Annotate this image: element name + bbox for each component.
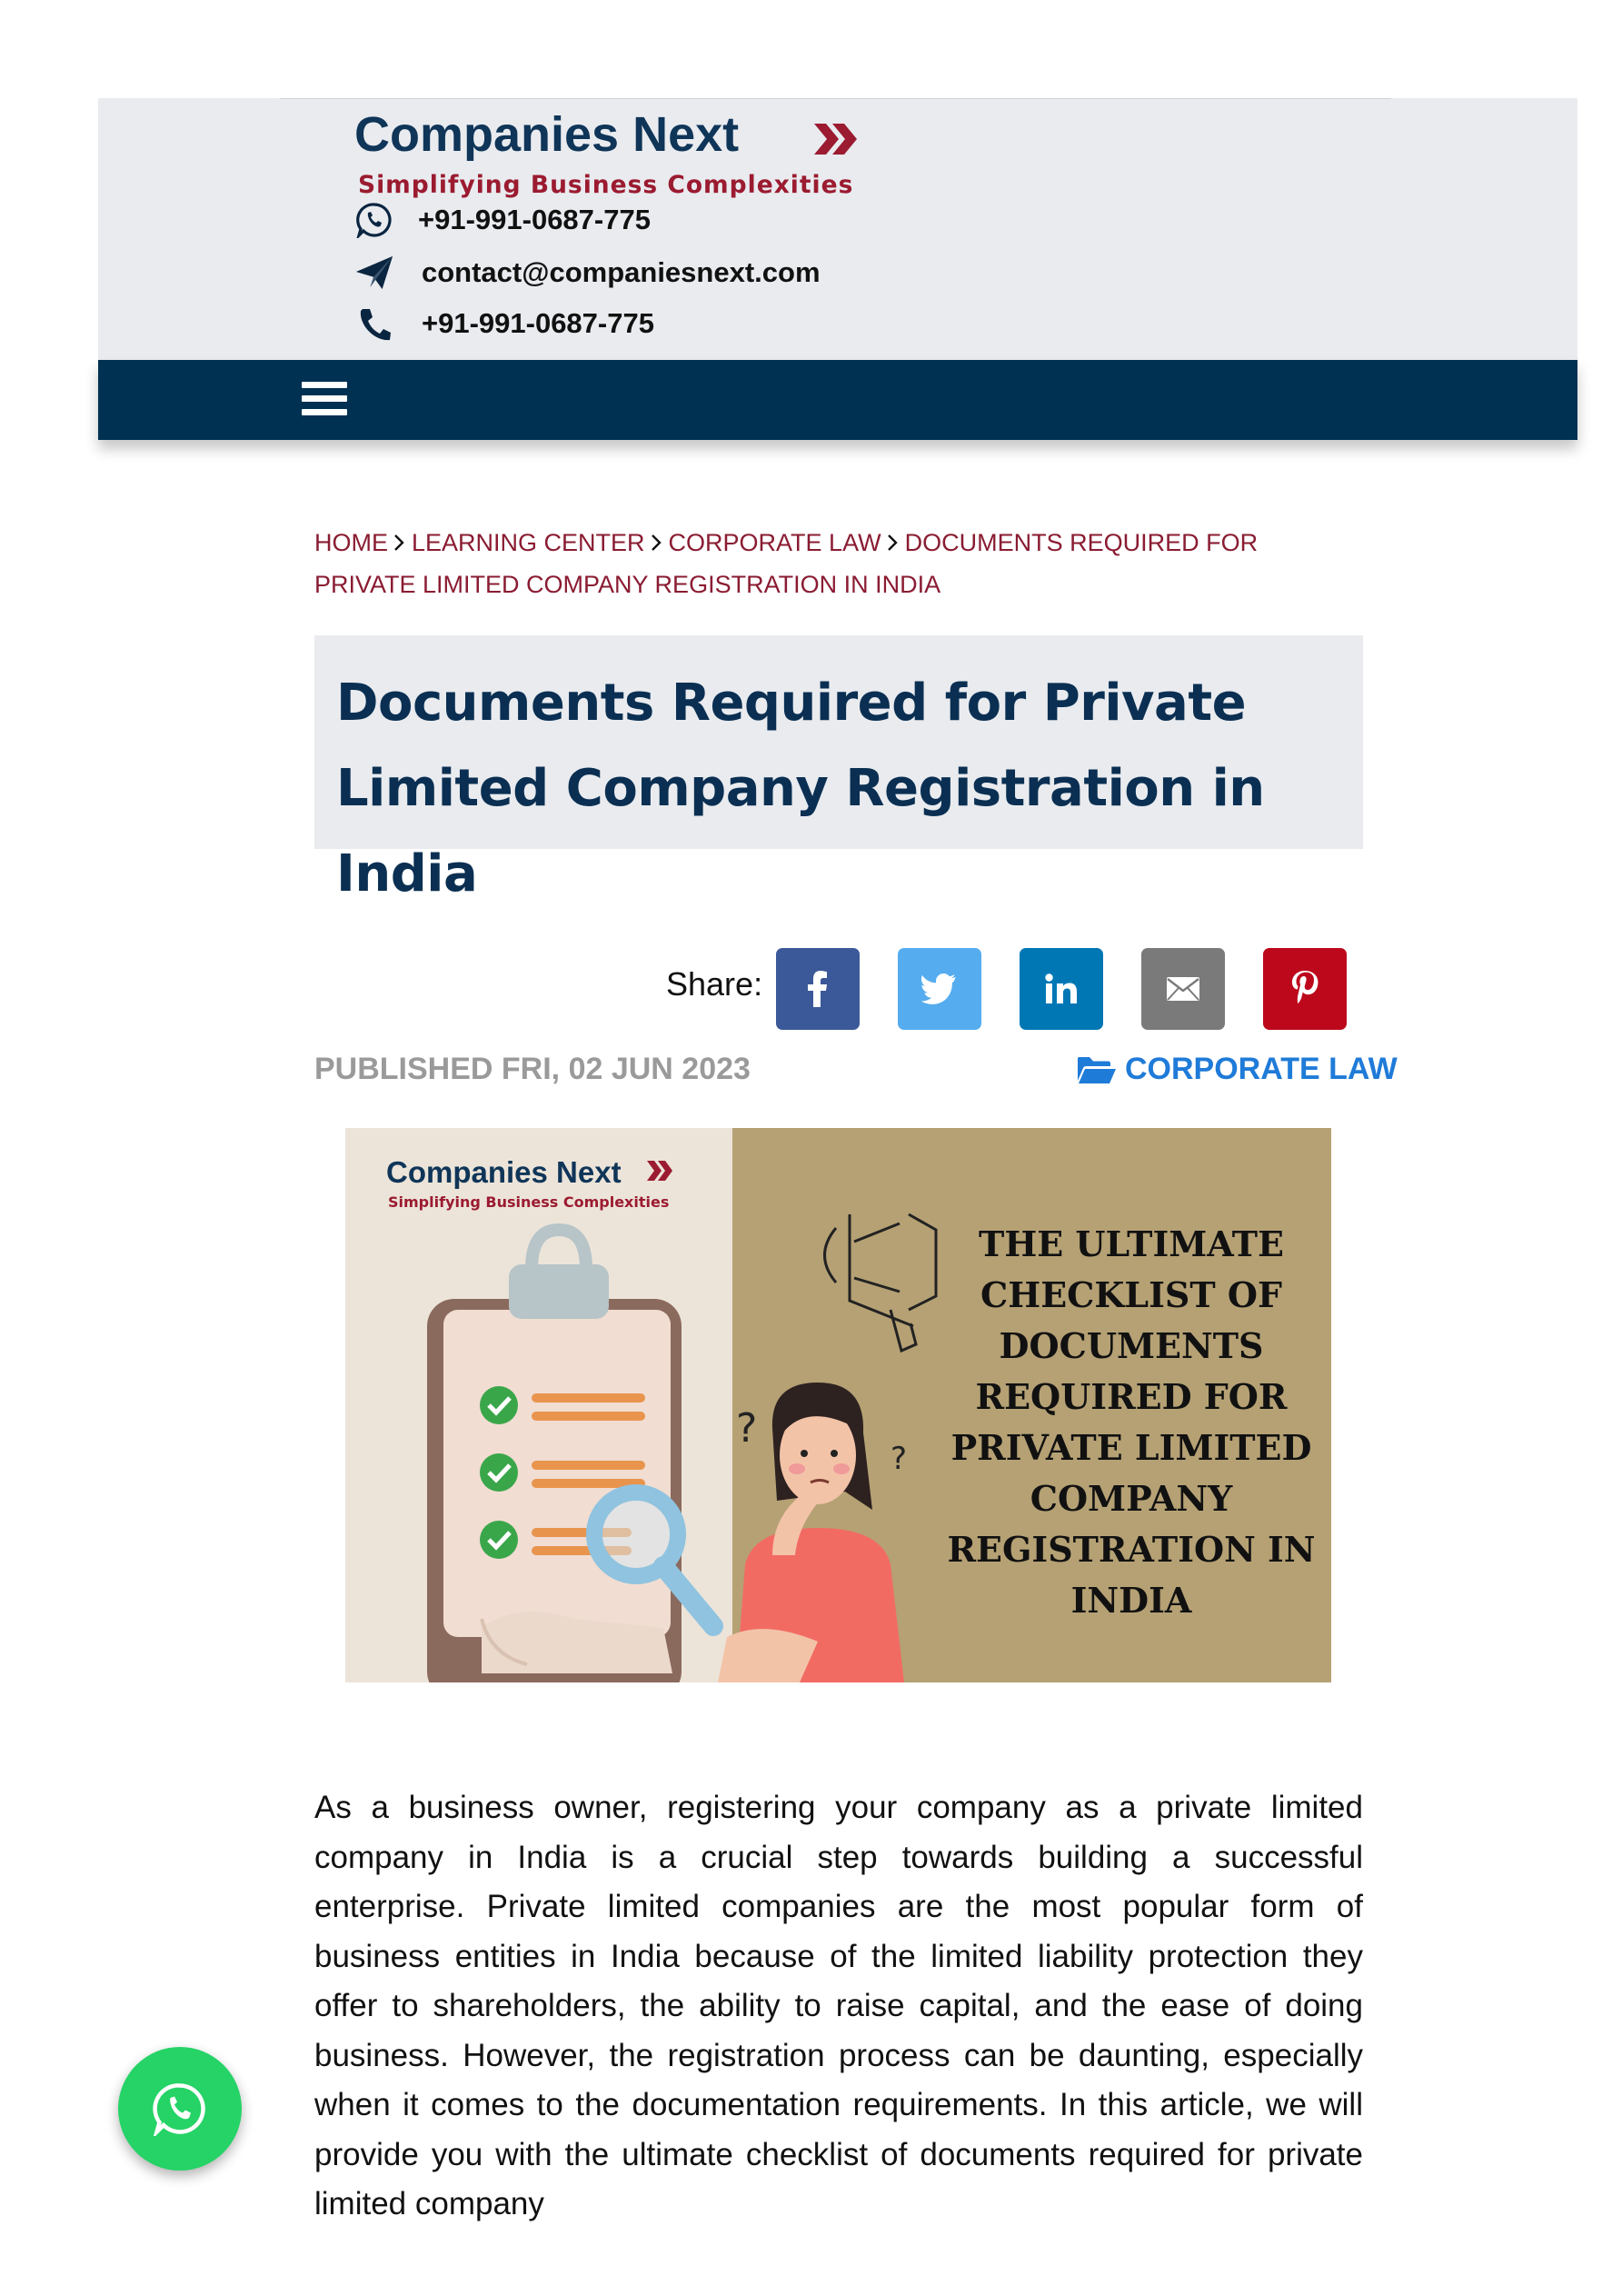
- published-date: PUBLISHED FRI, 02 JUN 2023: [314, 1052, 751, 1086]
- whatsapp-number[interactable]: +91-991-0687-775: [418, 204, 651, 235]
- page-title: Documents Required for Private Limited Company Registration in India: [336, 674, 1265, 903]
- chevron-right-icon: [392, 534, 406, 552]
- breadcrumb-current: DOCUMENTS REQUIRED FOR PRIVATE LIMITED COMPANY REGISTRATION IN INDIA: [314, 529, 1259, 598]
- category-label[interactable]: CORPORATE LAW: [1125, 1052, 1398, 1086]
- chevron-right-icon: [885, 534, 900, 552]
- main-navbar: [98, 360, 1577, 440]
- whatsapp-icon: [354, 200, 394, 240]
- header-divider: [280, 98, 1391, 99]
- article-body: As a business owner, registering your company as a private limited company in India is a crucial step towards building a successful enterprise. Private limited companies are the most popular form of business entities in India because of the limited liability protection they offer to shareholders, the ability to raise capital, and the ease of doing business. However, the registration process can be daunting, especially when it comes to the documentation requirements. In this article, we will provide you with the ultimate checklist of documents required for private limited company: [314, 1790, 1363, 2221]
- menu-icon[interactable]: [302, 382, 347, 418]
- email-contact[interactable]: [354, 253, 821, 293]
- whatsapp-chat-button[interactable]: [118, 2047, 242, 2171]
- chevron-right-icon: [649, 534, 663, 552]
- breadcrumb-corporate-law[interactable]: CORPORATE LAW: [668, 529, 881, 556]
- breadcrumb: [314, 522, 1359, 605]
- category-link[interactable]: [1078, 1052, 1398, 1087]
- svg-text:Simplifying Business Complexit: Simplifying Business Complexities: [358, 171, 854, 199]
- share-email-button[interactable]: [1141, 948, 1225, 1030]
- facebook-icon: [808, 971, 828, 1007]
- phone-icon: [354, 304, 394, 344]
- breadcrumb-home[interactable]: HOME: [314, 529, 388, 556]
- banner-logo: [386, 1155, 672, 1211]
- share-label: Share:: [666, 965, 763, 1003]
- article-banner-image: [345, 1128, 1331, 1682]
- svg-text:Simplifying Business Complexit: Simplifying Business Complexities: [388, 1193, 670, 1211]
- article-title-box: [314, 635, 1363, 903]
- pinterest-icon: [1291, 971, 1318, 1007]
- site-logo[interactable]: [353, 104, 861, 204]
- phone-contact[interactable]: [354, 304, 654, 344]
- phone-number[interactable]: +91-991-0687-775: [422, 307, 654, 339]
- whatsapp-contact[interactable]: [354, 200, 651, 240]
- share-twitter-button[interactable]: [898, 948, 981, 1030]
- email-address[interactable]: contact@companiesnext.com: [422, 256, 821, 288]
- share-linkedin-button[interactable]: [1020, 948, 1103, 1030]
- linkedin-icon: [1045, 973, 1078, 1004]
- site-header: [98, 98, 1577, 360]
- svg-text:Companies Next: Companies Next: [354, 107, 740, 162]
- send-icon: [354, 253, 394, 293]
- breadcrumb-learning-center[interactable]: LEARNING CENTER: [412, 529, 645, 556]
- clipboard-illustration: [427, 1230, 682, 1682]
- banner-heading: THE ULTIMATE CHECKLIST OF DOCUMENTS REQUIRED FOR PRIVATE LIMITED COMPANY REGISTRATION IN INDIA: [947, 1223, 1316, 1621]
- share-pinterest-button[interactable]: [1263, 948, 1347, 1030]
- share-facebook-button[interactable]: [776, 948, 860, 1030]
- logo-chevrons: [814, 124, 857, 155]
- svg-text:?: ?: [736, 1405, 758, 1452]
- envelope-icon: [1166, 976, 1200, 1002]
- megaphone-illustration: [825, 1214, 937, 1351]
- woman-illustration: [718, 1383, 907, 1682]
- twitter-icon: [921, 973, 958, 1004]
- svg-text:Companies Next: Companies Next: [386, 1155, 622, 1189]
- whatsapp-icon: [153, 2081, 207, 2136]
- svg-text:?: ?: [891, 1441, 908, 1477]
- folder-open-icon: [1078, 1055, 1116, 1084]
